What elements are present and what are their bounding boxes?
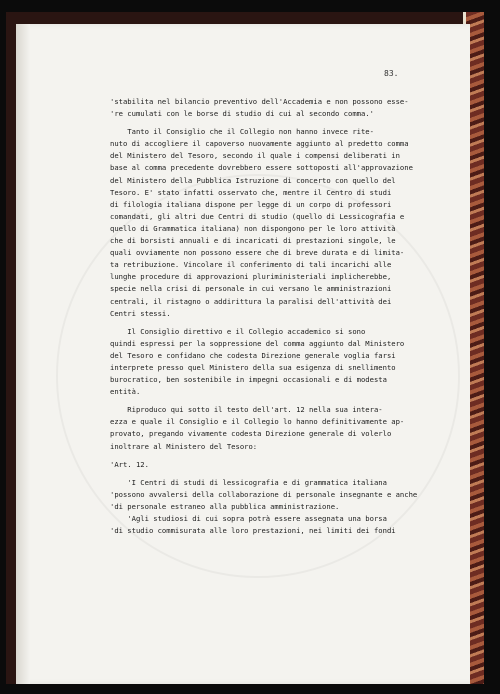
text-line: del Tesoro e confidano che codesta Direzione generale voglia farsi (110, 350, 396, 360)
text-line: quello di Grammatica italiana) non dispongono per le loro attività (110, 223, 396, 233)
text-line: burocratico, ben sostenibile in impegni occasionali e di modesta (110, 375, 387, 385)
text-line: 'stabilita nel bilancio preventivo dell'Accademia e non possono esse- (110, 97, 409, 106)
text-line: provato, pregando vivamente codesta Direzione generale di volerlo (110, 429, 392, 439)
text-line: che di borsisti annuali e di incaricati di prestazioni singole, le (110, 236, 396, 246)
text-line: lunghe procedure di approvazioni pluriministeriali implicherebbe, (110, 272, 392, 282)
text-line: inoltrare al Ministero del Tesoro: (110, 441, 258, 451)
text-line: interprete presso quel Ministero della sua esigenza di snellimento (110, 362, 396, 372)
text-line: ezza e quale il Consiglio e il Collegio lo hanno definitivamente ap- (110, 417, 405, 427)
text-line: 'Art. 12. (110, 459, 149, 469)
text-line: entità. (110, 387, 141, 397)
text-line: 'di personale estraneo alla pubblica amministrazione. (110, 501, 340, 511)
text-line: Tesoro. E' stato infatti osservato che, mentre il Centro di studi (110, 187, 392, 197)
page-gutter (16, 24, 30, 684)
page-number: 83. (384, 69, 399, 78)
text-line: Tanto il Consiglio che il Collegio non hanno invece rite- (110, 127, 374, 137)
text-line: Centri stessi. (110, 308, 171, 318)
text-line: 'possono avvalersi della collaborazione di personale insegnante e anche (110, 489, 418, 499)
text-line: 'I Centri di studi di lessicografia e di grammatica italiana (110, 477, 387, 487)
text-line: di filologia italiana dispone per legge di un corpo di professori (110, 199, 392, 209)
text-line: del Ministero del Tesoro, secondo il quale i compensi deliberati in (110, 151, 400, 161)
text-line: 'di studio commisurata alle loro prestazioni, nei limiti dei fondi (110, 526, 396, 536)
text-line: ta retribuzione. Vincolare il conferimento di tali incarichi alle (110, 260, 392, 270)
text-line: Il Consiglio direttivo e il Collegio accademico si sono (110, 326, 366, 336)
text-line: 're cumulati con le borse di studio di cui al secondo comma.' (110, 109, 374, 119)
text-line: Riproduco qui sotto il testo dell'art. 12 nella sua intera- (110, 405, 383, 415)
text-line: specie nella crisi di personale in cui versano le amministrazioni (110, 284, 392, 294)
text-line: quali ovviamente non possono essere che di breve durata e di limita- (110, 248, 405, 258)
typewritten-body (110, 96, 418, 537)
text-line: 'Agli studiosi di cui sopra potrà essere assegnata una borsa (110, 514, 387, 523)
text-line: nuto di accogliere il capoverso nuovamente aggiunto al predetto comma (110, 139, 409, 149)
text-line: quindi espressi per la soppressione del comma aggiunto dal Ministero (110, 338, 405, 348)
text-line: centrali, il ristagno o addirittura la paralisi dell'attività dei (110, 296, 392, 306)
text-line: del Ministero della Pubblica Istruzione di concerto con quello del (110, 175, 396, 185)
text-line: base al comma precedente dovrebbero essere sottoposti all'approvazione (110, 163, 413, 173)
text-line: comandati, gli altri due Centri di studio (quello di Lessicografia e (110, 211, 405, 221)
